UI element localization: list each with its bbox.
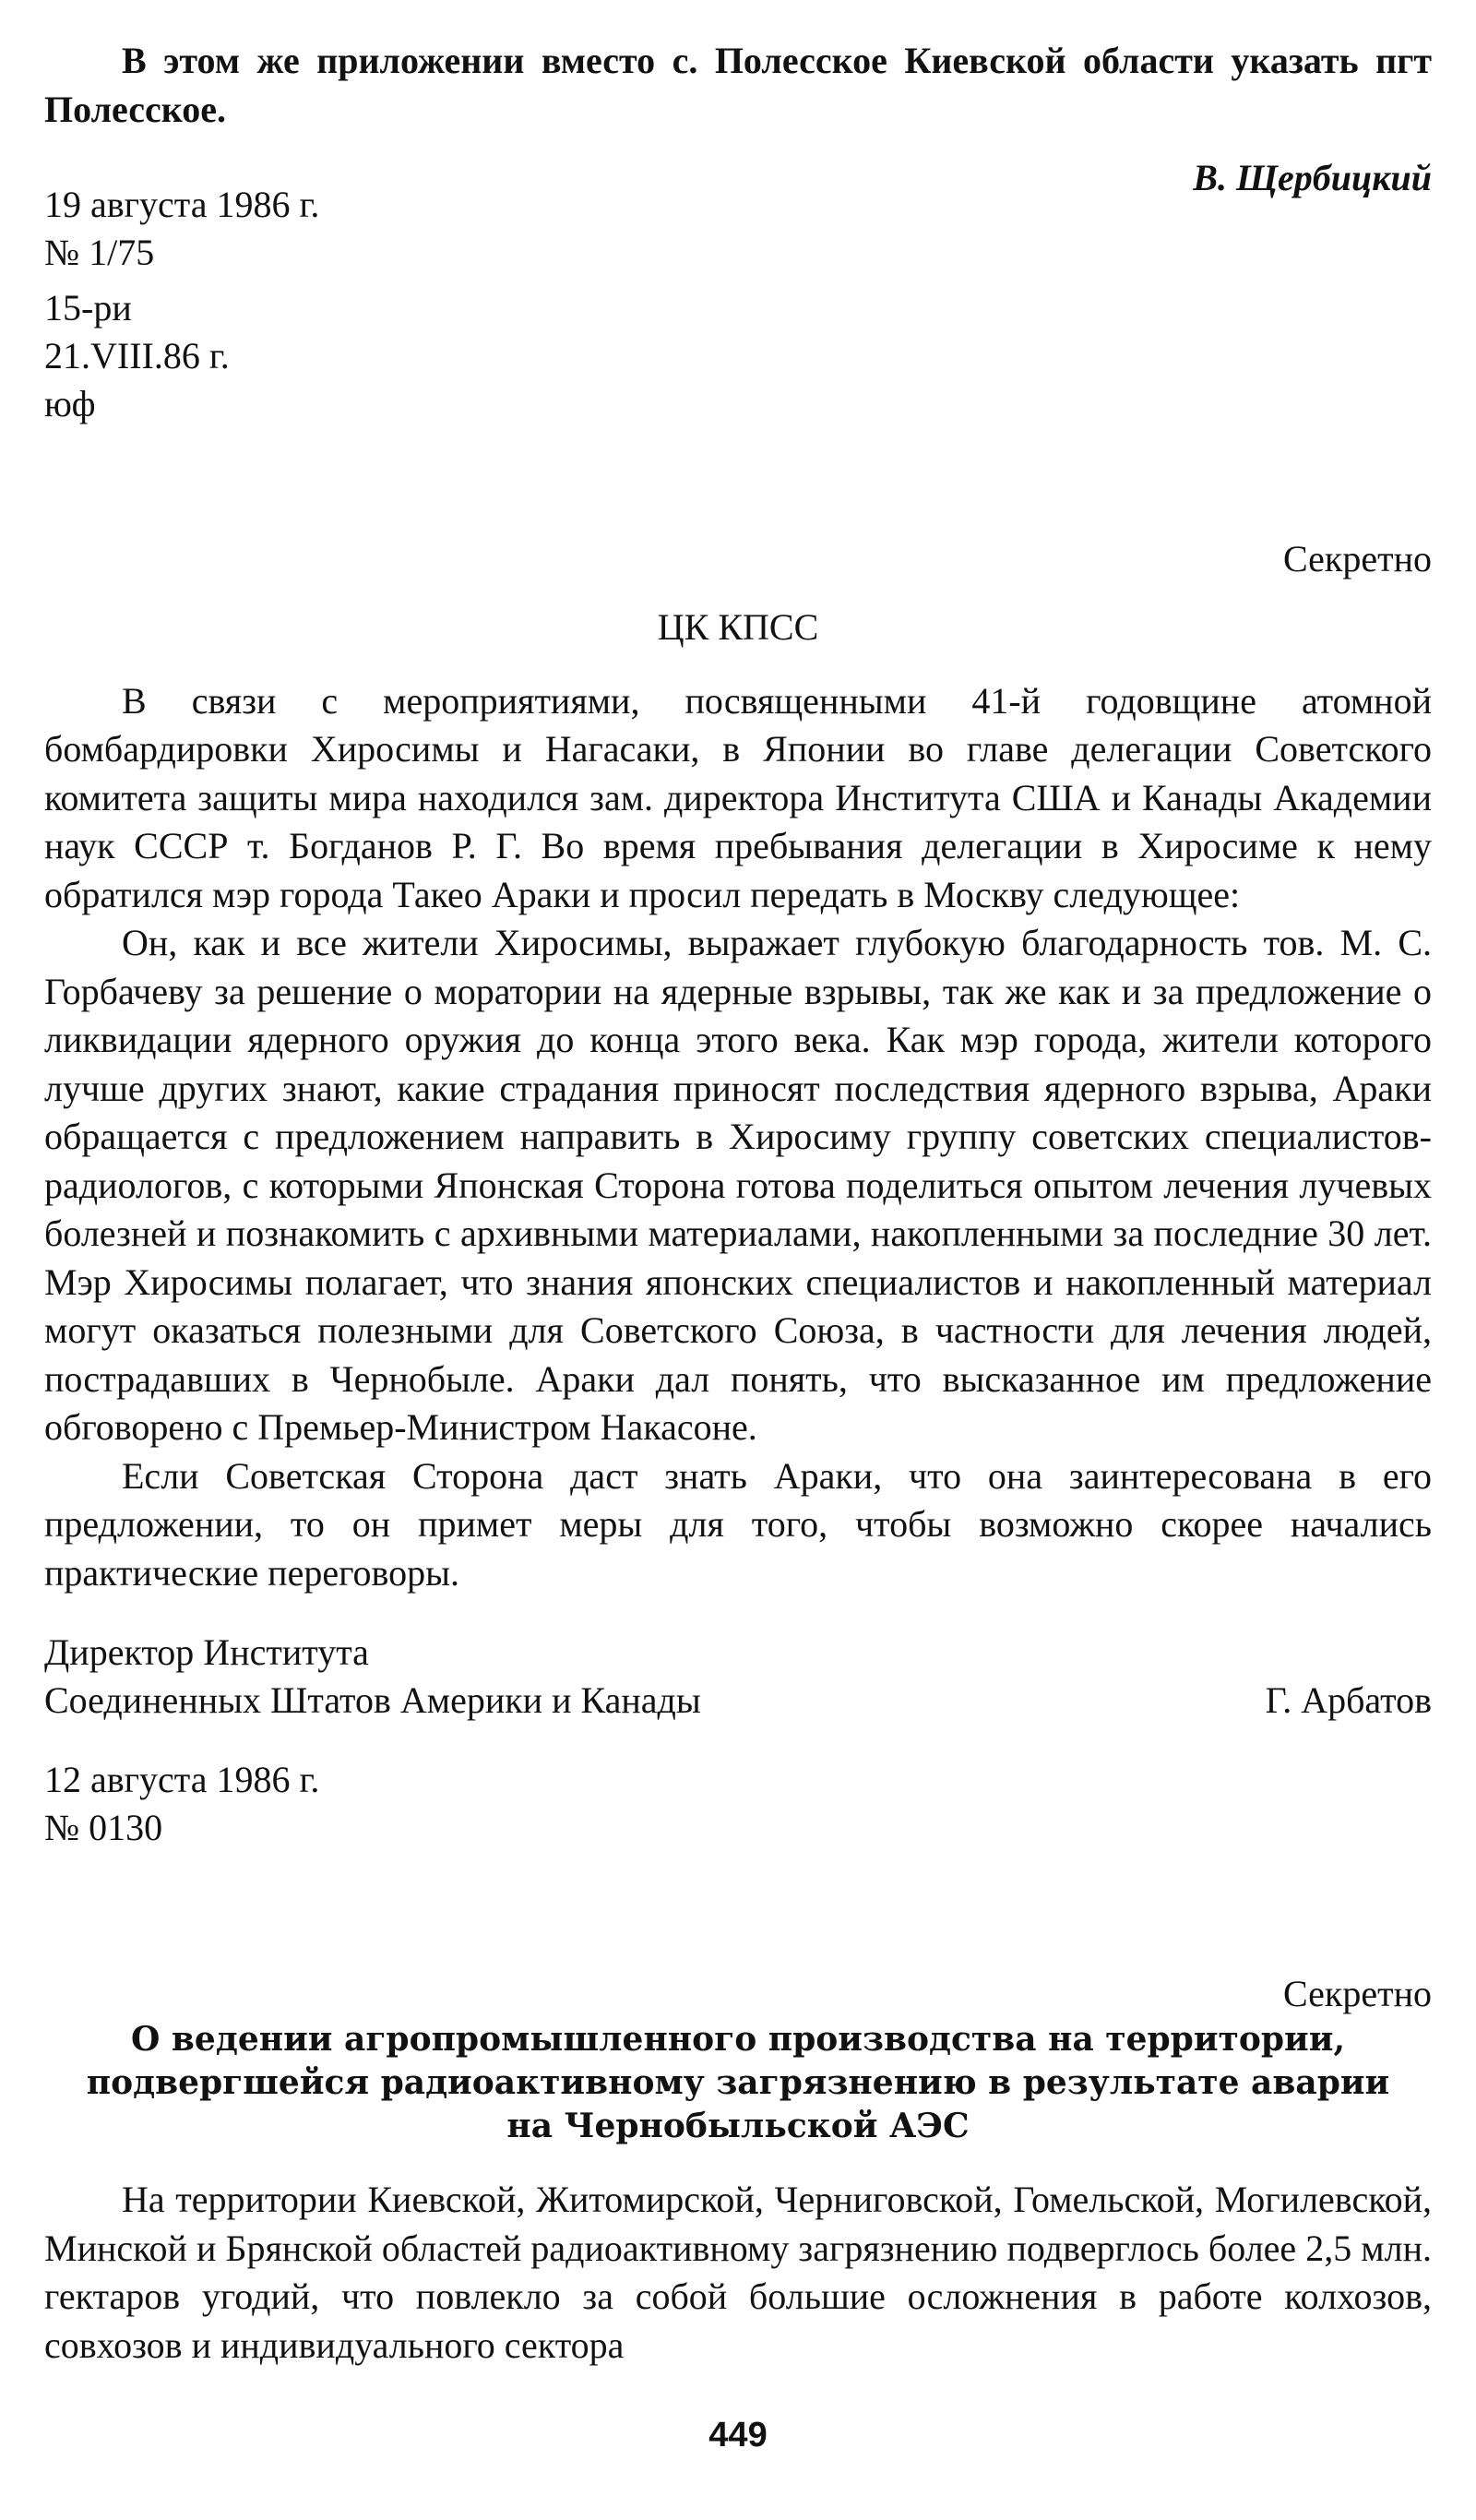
- doc2-paragraph-3: Если Советская Сторона даст знать Араки, что она заинтересована в его предложении, то он примет меры для того, чтобы возможно скорее начались практические переговоры.: [44, 1454, 1432, 1594]
- prev-doc-mark-2: 21.VIII.86 г.: [44, 334, 230, 376]
- doc2-date: 12 августа 1986 г.: [44, 1759, 320, 1800]
- doc2-classification: Секретно: [1283, 537, 1432, 579]
- doc2-signer-title-2: Соединенных Штатов Америки и Канады: [44, 1679, 701, 1721]
- doc3-title-line-1: О ведении агропромышленного производства на территории,: [131, 2020, 1345, 2059]
- doc2-signer-title-1: Директор Института: [44, 1631, 369, 1673]
- prev-doc-number: № 1/75: [44, 231, 155, 273]
- doc3-title-line-2: подвергшейся радиоактивному загрязнению в результате аварии: [86, 2063, 1390, 2102]
- prev-doc-date: 19 августа 1986 г.: [44, 183, 320, 225]
- prev-doc-mark-3: юф: [44, 382, 96, 424]
- doc3-classification: Секретно: [1283, 1973, 1432, 2014]
- doc2-addressee: ЦК КПСС: [657, 605, 819, 648]
- prev-doc-signature: В. Щербицкий: [1193, 157, 1432, 198]
- doc2-signer-name: Г. Арбатов: [1265, 1679, 1432, 1721]
- prev-doc-text: В этом же приложении вместо с. Полесское Киевской области указать пгт Полесское.: [44, 40, 1432, 130]
- page-number: 449: [708, 2416, 768, 2454]
- doc2-number: № 0130: [44, 1807, 163, 1848]
- doc2-signature-row: [44, 1677, 1432, 1725]
- doc2-paragraph-1: В связи с мероприятиями, посвященными 41-й годовщине атомной бомбардировки Хиросимы и Нагасаки, в Японии во главе делегации Советского комитета защиты мира находился зам. директора Института США и Канады Академии наук СССР т. Богданов Р. Г. Во время пребывания делегации в Хиросиме к нему обратился мэр города Такео Араки и просил передать в Москву следующее:: [44, 679, 1432, 915]
- prev-doc-mark-1: 15-ри: [44, 286, 132, 328]
- doc2-paragraph-2: Он, как и все жители Хиросимы, выражает глубокую благодарность тов. М. С. Горбачеву за решение о моратории на ядерные взрывы, так же как и за предложение о ликвидации ядерного оружия до конца этого века. Как мэр города, жители которого лучше других знают, какие страдания приносят последствия ядерного взрыва, Араки обращается с предложением направить в Хиросиму группу советских специалистов-радиологов, с которыми Японская Сторона готова поделиться опытом лечения лучевых болезней и познакомить с архивными материалами, накопленными за последние 30 лет. Мэр Хиросимы полагает, что знания японских специалистов и накопленный материал могут оказаться полезными для Советского Союза, в частности для лечения людей, пострадавших в Чернобыле. Араки дал понять, что высказанное им предложение обговорено с Премьер-Министром Накасоне.: [44, 922, 1432, 1448]
- document-page: [44, 37, 1432, 2455]
- doc3-title-line-3: на Чернобыльской АЭС: [506, 2107, 970, 2145]
- doc3-paragraph: На территории Киевской, Житомирской, Черниговской, Гомельской, Могилевской, Минской и Брянской областей радиоактивному загрязнению подверглось более 2,5 млн. гектаров угодий, что повлекло за собой большие осложнения в работе колхозов, совхозов и индивидуального сектора: [44, 2179, 1432, 2366]
